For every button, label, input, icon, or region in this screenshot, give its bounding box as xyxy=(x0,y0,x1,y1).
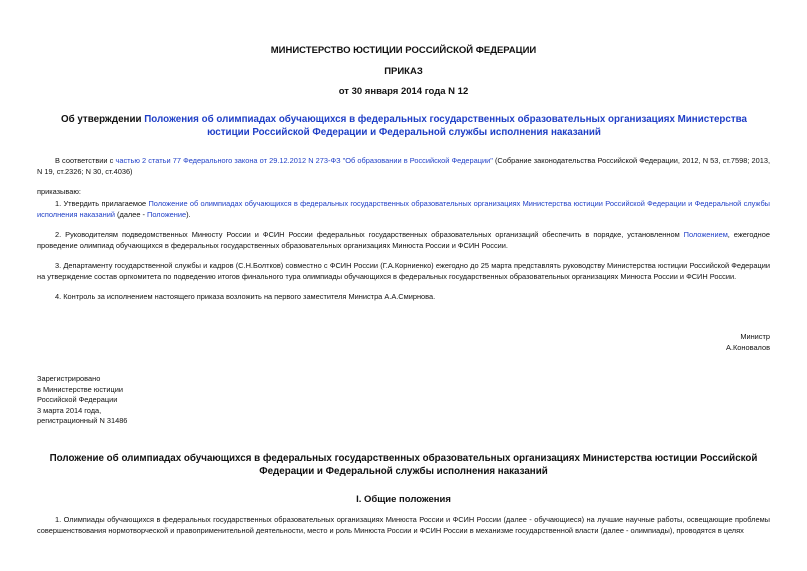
registration-line-1: Зарегистрировано xyxy=(37,374,101,383)
registration-line-3: Российской Федерации xyxy=(37,395,118,405)
regulation-link[interactable]: Положение об олимпиадах обучающихся в федеральных государственных образовательных организациях Министерства юстиции Российской Федерации и Федеральной службы исполнения наказаний xyxy=(37,199,770,219)
item-1-pre: 1. Утвердить прилагаемое xyxy=(55,199,149,208)
law-link[interactable]: частью 2 статьи 77 Федерального закона от 29.12.2012 N 273-ФЗ "Об образовании в Российской Федерации" xyxy=(115,156,493,165)
title-link[interactable]: Положения об олимпиадах обучающихся в федеральных государственных образовательных организациях Министерства юстиции Российской Федерации и Федеральной службы исполнения наказаний xyxy=(144,114,748,138)
item-2-post: , ежегодное проведение олимпиад обучающихся в федеральных государственных образовательных организациях Минюста России и ФСИН России. xyxy=(37,230,770,250)
document-title xyxy=(58,114,750,139)
item-1-post: ). xyxy=(186,210,191,219)
appendix-paragraph-1: 1. Олимпиады обучающихся в федеральных государственных образовательных организациях Минюста России и ФСИН России (далее - обучающиеся) на лучшие научные работы, освещающие проблемы совершенствования нормотворческой и правоприменительной деятельности, место и роль Минюста России и ФСИН России в механизме государственной власти (далее - олимпиады), проводятся в целях xyxy=(37,515,770,535)
order-word: приказываю: xyxy=(37,187,81,196)
registration-line-5: регистрационный N 31486 xyxy=(37,416,128,426)
registration-line-2: в Министерстве юстиции xyxy=(37,384,124,394)
document-date-number: от 30 января 2014 года N 12 xyxy=(338,86,469,97)
regulation-ref-link[interactable]: Положением xyxy=(683,230,728,239)
registration-line-4: 3 марта 2014 года, xyxy=(37,405,102,415)
item-4: 4. Контроль за исполнением настоящего приказа возложить на первого заместителя Министра А.А.Смирнова. xyxy=(55,292,436,301)
item-3: 3. Департаменту государственной службы и кадров (С.Н.Болтков) совместно с ФСИН России (Г.А.Корниенко) ежегодно до 25 марта представлять руководству Министерства юстиции Российской Федерации на утверждение состав оргкомитета по подведению итогов финального тура олимпиады обучающихся в федеральных государственных образовательных организациях Минюста России и ФСИН России. xyxy=(37,261,770,281)
item-2 xyxy=(37,229,770,251)
preamble-pre: В соответствии с xyxy=(55,156,116,165)
section-heading: I. Общие положения xyxy=(356,494,451,505)
regulation-short-link[interactable]: Положение xyxy=(147,210,187,219)
item-2-pre: 2. Руководителям подведомственных Минюсту России и ФСИН России федеральных государственных образовательных организаций обеспечить в порядке, установленном xyxy=(55,230,684,239)
ministry-heading: МИНИСТЕРСТВО ЮСТИЦИИ РОССИЙСКОЙ ФЕДЕРАЦИИ xyxy=(270,45,537,56)
preamble-paragraph xyxy=(37,155,770,177)
title-prefix: Об утверждении xyxy=(60,114,145,125)
signature-role: Министр xyxy=(740,332,770,341)
document-type: ПРИКАЗ xyxy=(384,66,423,77)
signature-name: А.Коновалов xyxy=(726,343,770,352)
item-1 xyxy=(37,198,770,220)
signature-block xyxy=(726,331,770,353)
appendix-title: Положение об олимпиадах обучающихся в федеральных государственных образовательных организациях Министерства юстиции Российской Федерации и Федеральной службы исполнения наказаний xyxy=(49,453,758,477)
item-1-mid: (далее - xyxy=(115,210,148,219)
preamble-post: (Собрание законодательства Российской Федерации, 2012, N 53, ст.7598; 2013, N 19, ст.2326; N 30, ст.4036) xyxy=(37,156,771,176)
registration-block xyxy=(37,374,127,427)
